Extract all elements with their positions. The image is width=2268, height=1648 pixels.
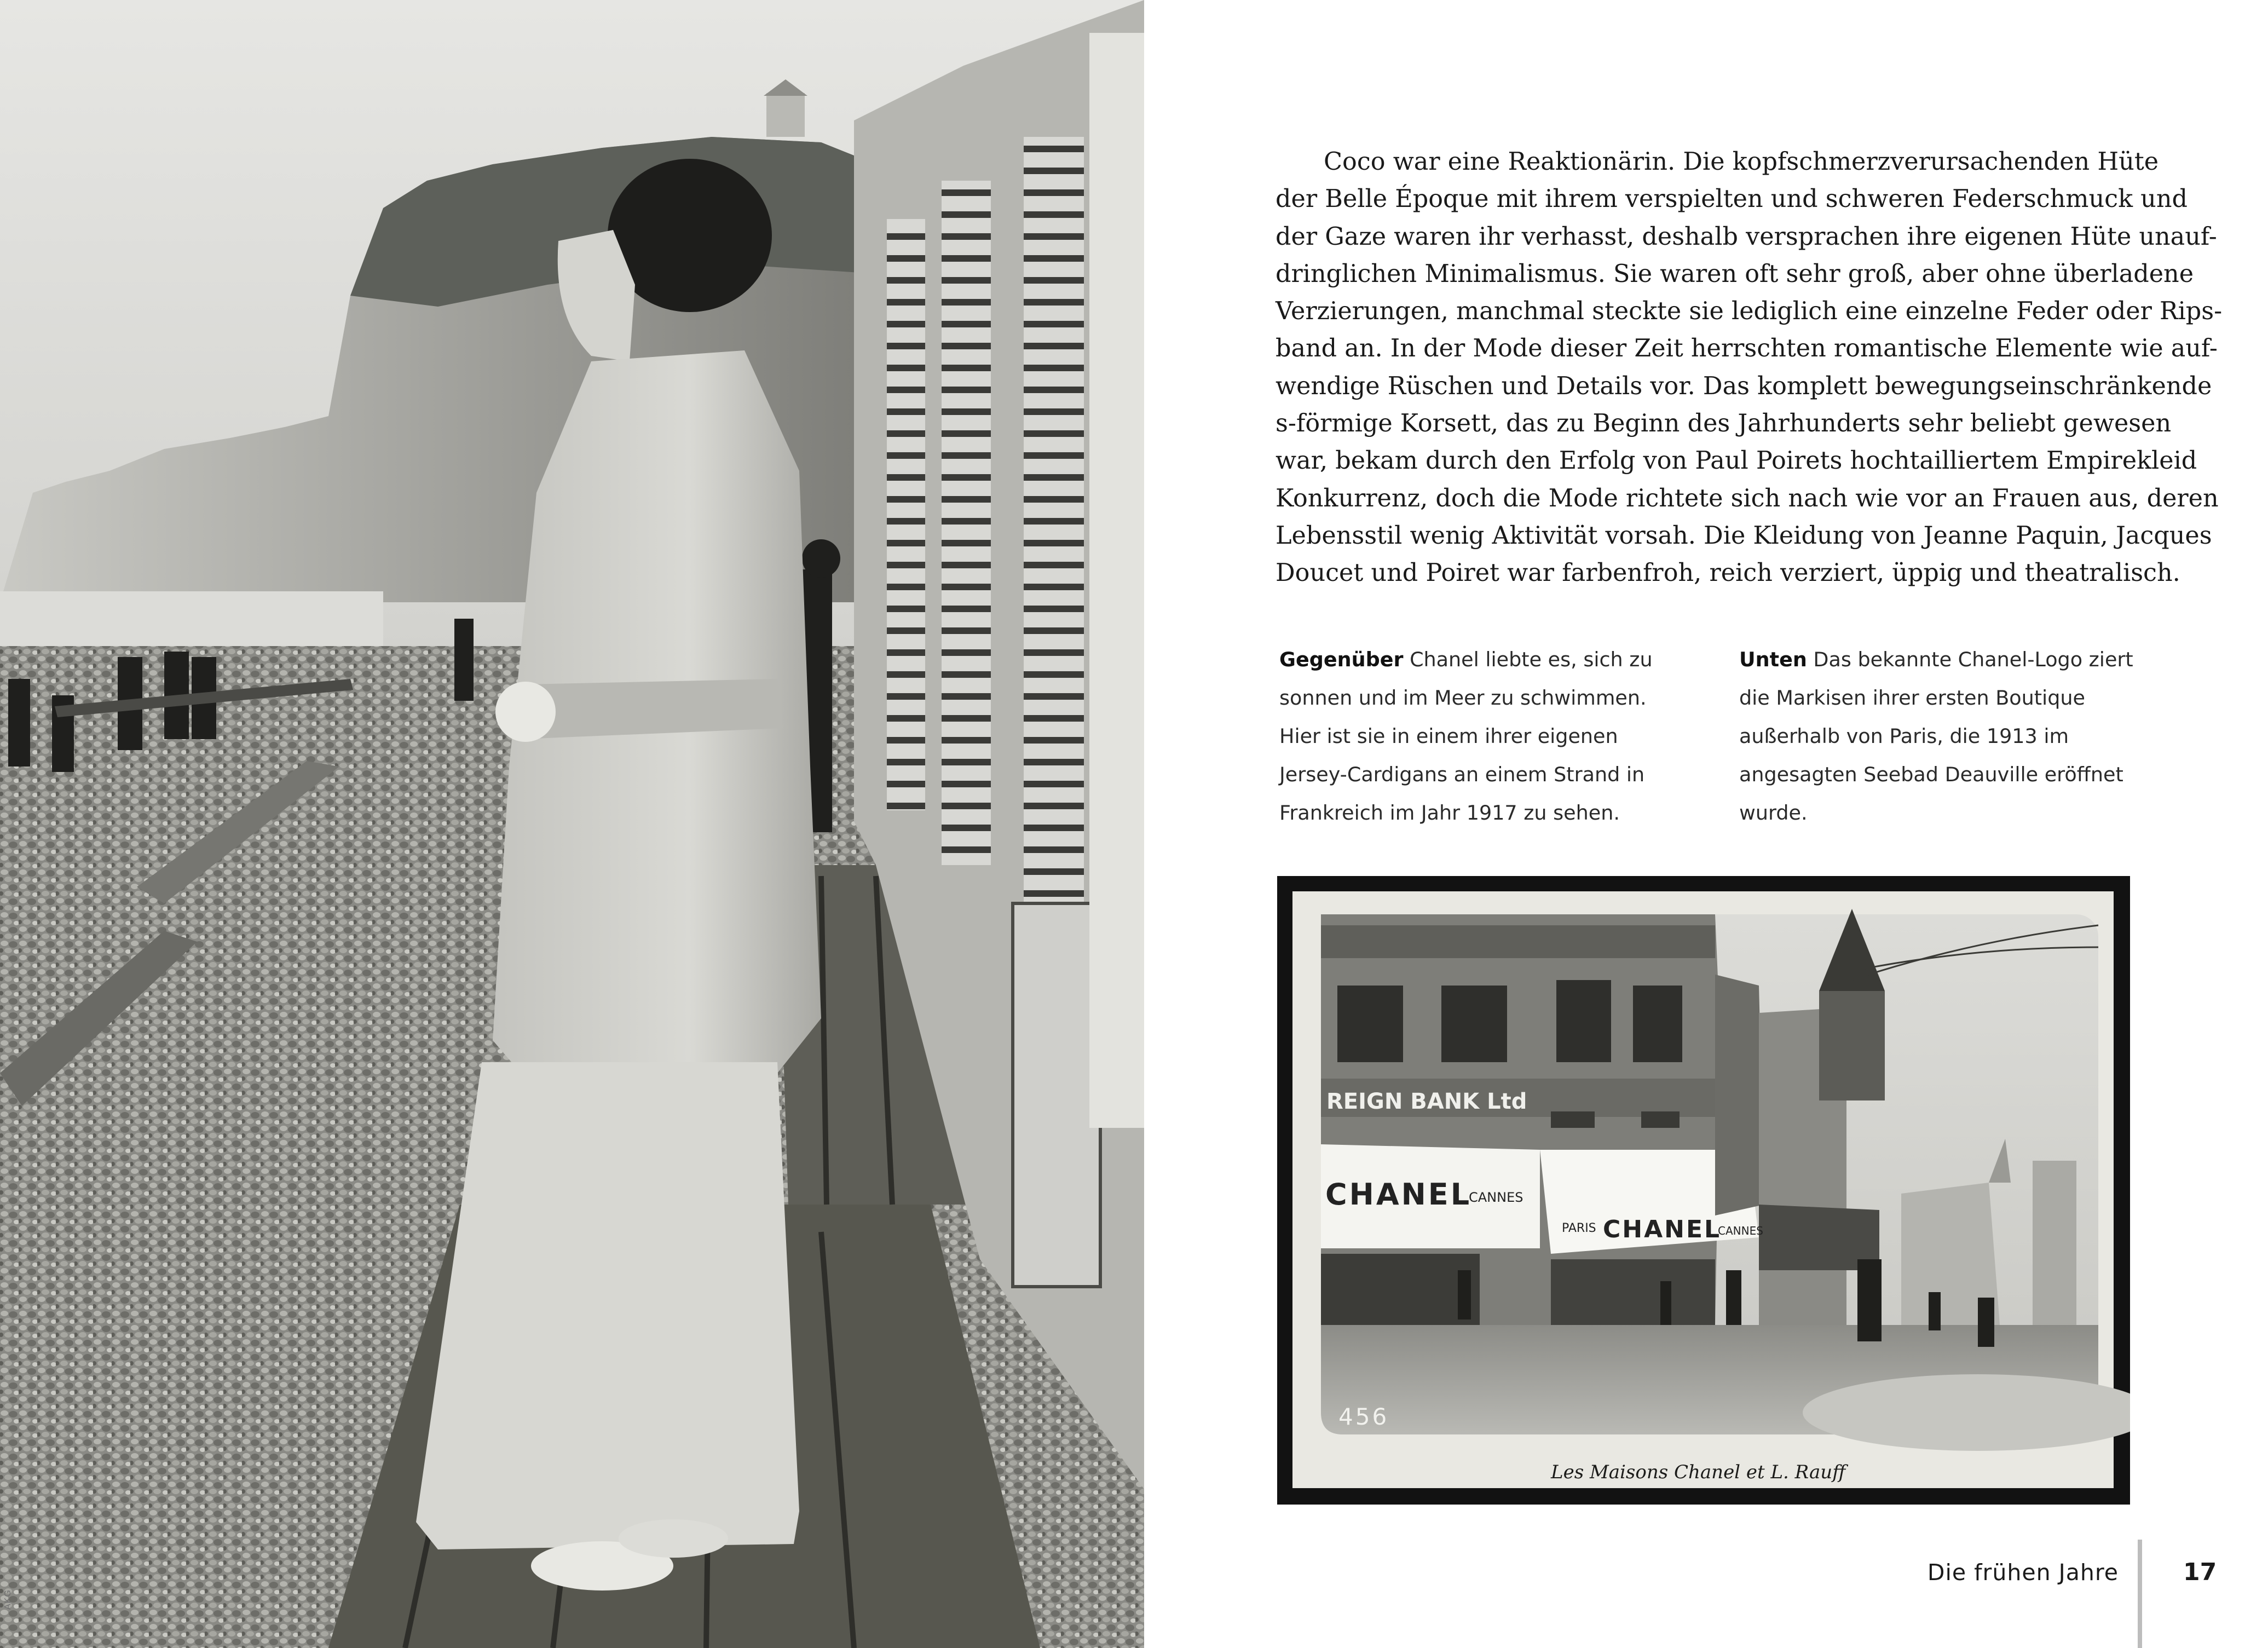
boutique-photo-illustration [1277, 876, 2130, 1505]
caption-line [1279, 641, 1695, 679]
body-line: Lebensstil wenig Aktivität vorsah. Die Kleidung von Jeanne Paquin, Jacques [1276, 521, 2212, 550]
body-line: band an. In der Mode dieser Zeit herrschten romantische Elemente wie auf- [1276, 335, 2218, 363]
handwritten-caption: Les Maisons Chanel et L. Rauff [1551, 1461, 1846, 1483]
body-line: wendige Rüschen und Details vor. Das komplett bewegungseinschränkende [1276, 372, 2212, 400]
plate-number: 456 [1338, 1403, 1389, 1430]
body-line: der Belle Époque mit ihrem verspielten und schweren Federschmuck und [1276, 185, 2188, 214]
body-line: s-förmige Korsett, das zu Beginn des Jahrhunderts sehr beliebt gewesen [1276, 410, 2172, 438]
caption-line: wurde. [1739, 801, 1808, 825]
section-title: Die frühen Jahre [1927, 1559, 2119, 1586]
body-line: dringlichen Minimalismus. Sie waren oft sehr groß, aber ohne überladene [1276, 260, 2194, 288]
body-line: Doucet und Poiret war farbenfroh, reich verziert, üppig und theatralisch. [1276, 559, 2180, 587]
caption-line [1739, 641, 2155, 679]
chanel-sign-right-city-right: CANNES [1718, 1224, 1763, 1237]
body-line: der Gaze waren ihr verhasst, deshalb versprachen ihre eigenen Hüte unauf- [1276, 222, 2217, 251]
caption-line: sonnen und im Meer zu schwimmen. [1279, 686, 1647, 710]
chanel-sign-right: CHANEL [1603, 1215, 1722, 1243]
bank-sign: REIGN BANK Ltd [1326, 1089, 1527, 1114]
body-line: Verzierungen, manchmal steckte sie lediglich eine einzelne Feder oder Rips- [1276, 297, 2223, 326]
chanel-sign-left: CHANEL [1325, 1177, 1472, 1212]
chanel-sign-left-city: CANNES [1469, 1190, 1523, 1205]
caption-line: außerhalb von Paris, die 1913 im [1739, 724, 2069, 748]
body-line: Konkurrenz, doch die Mode richtete sich nach wie vor an Frauen aus, deren [1276, 484, 2219, 512]
body-text [1276, 143, 2223, 592]
caption-label: Unten [1739, 648, 1807, 671]
caption-line: Hier ist sie in einem ihrer eigenen [1279, 724, 1618, 748]
caption-opposite [1279, 641, 1695, 832]
page-number: 17 [2183, 1558, 2217, 1586]
caption-label: Gegenüber [1279, 648, 1404, 671]
chanel-sign-right-city-left: PARIS [1562, 1221, 1596, 1235]
caption-below [1739, 641, 2155, 832]
caption-line: angesagten Seebad Deauville eröffnet [1739, 763, 2123, 786]
caption-text: Das bekannte Chanel-Logo ziert [1813, 648, 2133, 671]
caption-line: die Markisen ihrer ersten Boutique [1739, 686, 2085, 710]
photo-credit: AKG [3, 1589, 13, 1610]
caption-line: Jersey-Cardigans an einem Strand in [1279, 763, 1645, 786]
body-line: Coco war eine Reaktionärin. Die kopfschmerzverursachenden Hüte [1324, 148, 2159, 176]
shop-photo [1277, 876, 2130, 1505]
footer-divider [2138, 1540, 2142, 1648]
caption-line: Frankreich im Jahr 1917 zu sehen. [1279, 801, 1620, 825]
body-line: war, bekam durch den Erfolg von Paul Poirets hochtailliertem Empirekleid [1276, 447, 2197, 475]
caption-text: Chanel liebte es, sich zu [1410, 648, 1653, 671]
